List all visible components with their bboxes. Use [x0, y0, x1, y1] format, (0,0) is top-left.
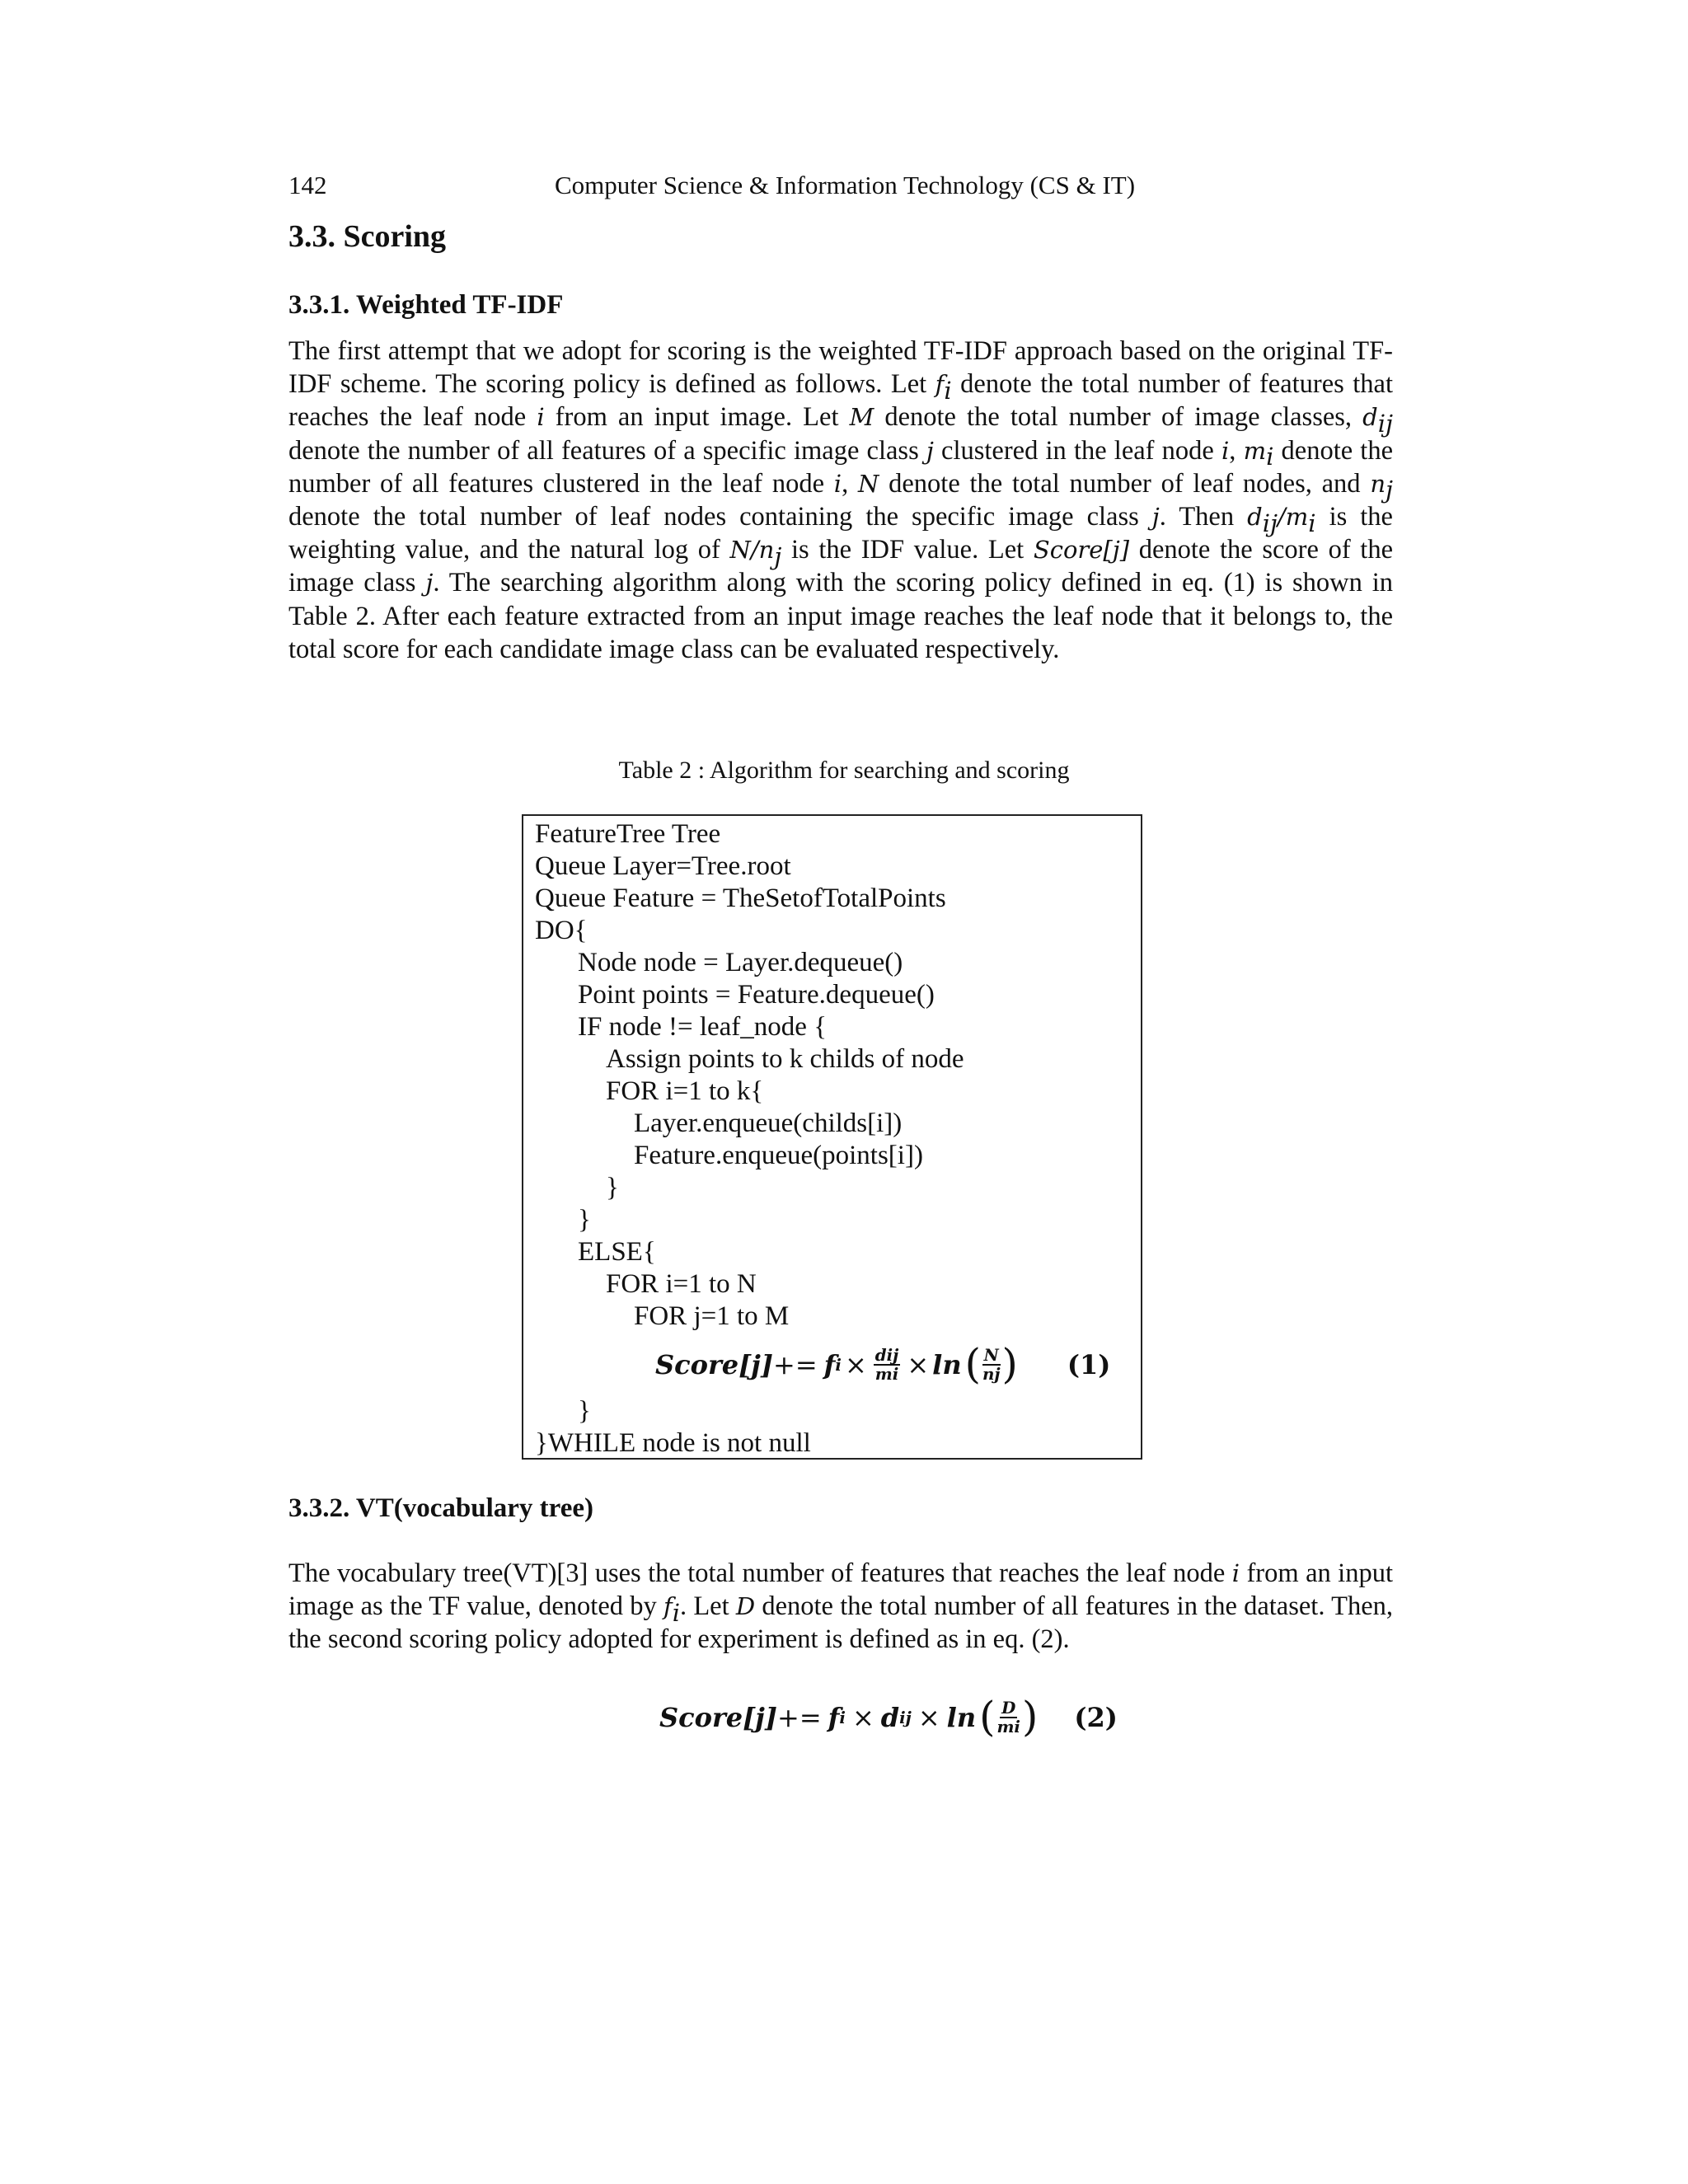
eq2-lhs: Score[j] — [659, 1702, 778, 1733]
eq1-frac-den: mi — [874, 1364, 899, 1384]
eq1-ln-fraction — [981, 1347, 1002, 1383]
eq1-times: × — [844, 1349, 867, 1380]
eq1-op: += — [773, 1349, 818, 1380]
subsection-heading-weighted-tfidf: 3.3.1. Weighted TF-IDF — [288, 290, 564, 320]
eq1-ln-num: N — [983, 1345, 999, 1366]
code-line: } — [578, 1205, 591, 1235]
code-line: FOR i=1 to N — [606, 1269, 757, 1299]
equation-2: Score[j] += f i × d ij × ln ( $\frac{D}{mi}$ ) (2) — [659, 1693, 1118, 1741]
eq1-fraction — [874, 1347, 901, 1383]
eq1-times-2: × — [907, 1349, 930, 1380]
eq1-f: f — [823, 1349, 836, 1380]
page-number: 142 — [288, 171, 327, 199]
eq2-d: d — [880, 1702, 900, 1733]
code-line: DO{ — [535, 916, 588, 945]
eq2-rparen: ) — [1021, 1693, 1039, 1741]
eq1-lparen: ( — [964, 1340, 981, 1389]
eq2-times-2: × — [917, 1702, 940, 1733]
eq2-ln-num: D — [1001, 1698, 1016, 1718]
eq1-label: (1) — [1067, 1349, 1111, 1380]
code-line: Queue Feature = TheSetofTotalPoints — [535, 883, 946, 913]
eq1-rparen: ) — [1001, 1340, 1018, 1389]
table-caption: Table 2 : Algorithm for searching and scoring — [618, 757, 1070, 784]
code-line: FeatureTree Tree — [535, 819, 721, 849]
code-line: Assign points to k childs of node — [606, 1044, 964, 1074]
code-line: } — [578, 1396, 591, 1426]
code-line: IF node != leaf_node { — [578, 1012, 828, 1042]
page-header — [288, 171, 1401, 204]
code-line: Layer.enqueue(childs[i]) — [634, 1108, 903, 1138]
eq1-ln-den: nj — [982, 1364, 1001, 1384]
eq2-ln-fraction — [995, 1699, 1022, 1736]
eq1-lhs: Score[j] — [655, 1349, 774, 1380]
equation-1: Score[j] += f i × $\frac{\text{dij}}{mi}$ × ln ( $\frac{N}{nj}$ ) (1) — [655, 1340, 1111, 1389]
code-line: FOR i=1 to k{ — [606, 1076, 764, 1106]
code-line: FOR j=1 to M — [634, 1301, 790, 1331]
eq2-label: (2) — [1074, 1702, 1118, 1733]
code-line: Queue Layer=Tree.root — [535, 851, 791, 881]
algorithm-table — [522, 814, 1142, 1460]
eq2-f: f — [828, 1702, 840, 1733]
code-line: Feature.enqueue(points[i]) — [634, 1141, 923, 1170]
eq2-times: × — [851, 1702, 874, 1733]
paragraph-weighted-tfidf: The first attempt that we adopt for scoring is the weighted TF-IDF approach based on the original TF-IDF scheme. The scoring policy is defined as follows. Let $f_i$ denote the total number of features that reaches the leaf node i from an input image. Let M denote the total number of image classes, $d_{ij}$ denote the number of all features of a specific image class j clustered in the leaf node i, $m_i$ denote the number of all features clustered in the leaf node i, N denote the total number of leaf nodes, and $n_j$ denote the total number of leaf nodes containing the specific image class j. Then $d_{ij}/m_i$ is the weighting value, and the natural log of $N/n_j$ is the IDF value. Let Score[j] denote the score of the image class j. The searching algorithm along with the scoring policy defined in eq. (1) is shown in Table 2. After each feature extracted from an input image reaches the leaf node that it belongs to, the total score for each candidate image class can be evaluated respectively. — [288, 336, 1394, 664]
eq2-ln-den: mi — [996, 1717, 1020, 1736]
section-heading: 3.3. Scoring — [288, 219, 447, 254]
paragraph-vocabulary-tree: The vocabulary tree(VT)[3] uses the total number of features that reaches the leaf node i from an input image as the TF value, denoted by $f_i$. Let D denote the total number of all features in the dataset. Then, the second scoring policy adopted for experiment is defined as in eq. (2). — [288, 1558, 1393, 1655]
code-line: }WHILE node is not null — [535, 1428, 811, 1458]
eq2-ln: ln — [946, 1702, 977, 1733]
eq2-lparen: ( — [979, 1693, 996, 1741]
journal-name: Computer Science & Information Technology (CS & IT) — [554, 171, 1136, 199]
code-line: } — [606, 1173, 619, 1202]
eq2-op: += — [777, 1702, 822, 1733]
code-line: Point points = Feature.dequeue() — [578, 980, 935, 1010]
subsection-heading-vocabulary-tree: 3.3.2. VT(vocabulary tree) — [288, 1493, 593, 1523]
eq1-frac-num: dij — [874, 1345, 899, 1366]
code-line: ELSE{ — [578, 1237, 656, 1267]
code-line: Node node = Layer.dequeue() — [578, 948, 903, 977]
eq1-ln: ln — [932, 1349, 962, 1380]
